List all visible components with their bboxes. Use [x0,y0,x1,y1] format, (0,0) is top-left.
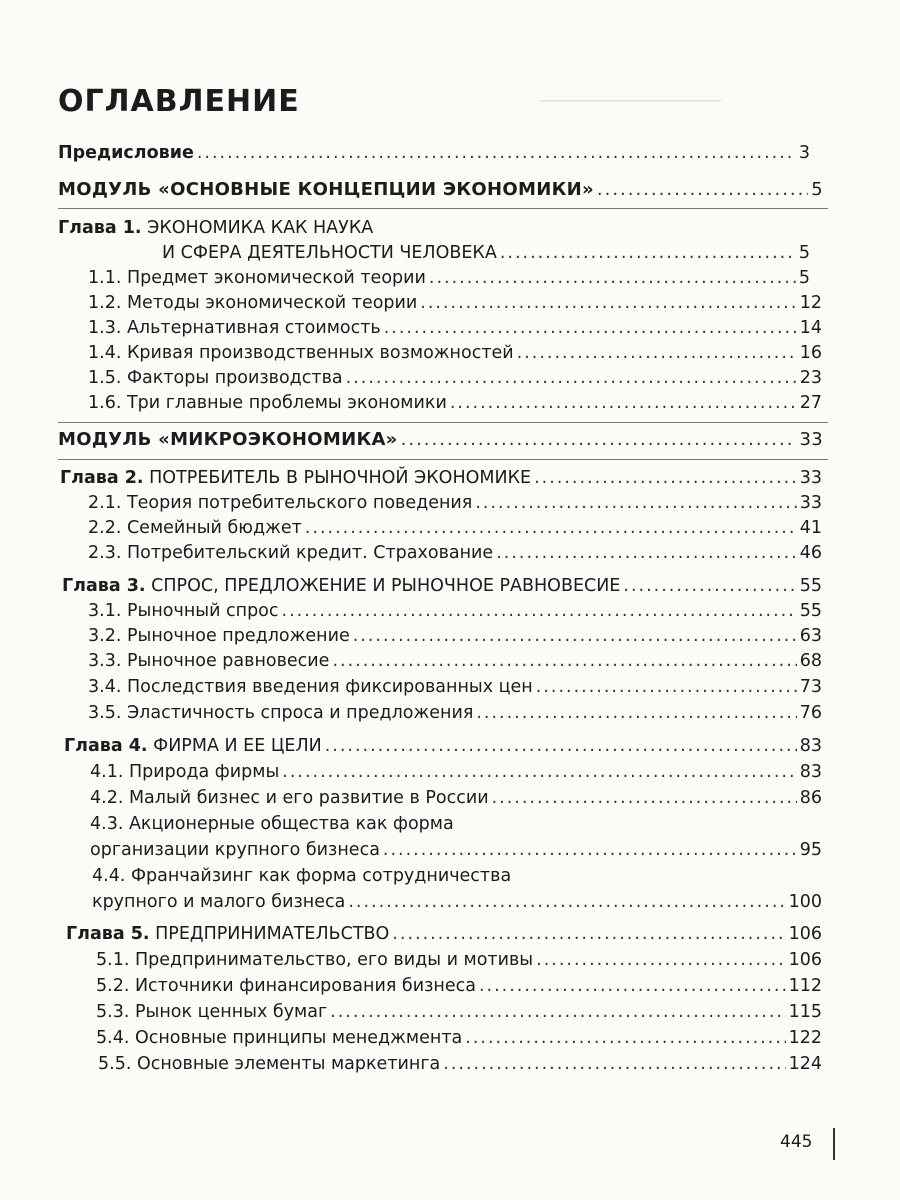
dot-leader [534,466,797,490]
toc-section-3-2[interactable] [88,624,822,648]
dot-leader [383,838,797,862]
toc-entry-label: 3.1. Рыночный спрос [88,601,279,621]
toc-entry-page: 5 [798,243,810,263]
toc-entry-label: 3.4. Последствия введения фиксированных цен [88,677,533,697]
chapter-number: Глава 2. [60,468,144,488]
toc-section-5-3[interactable] [96,1000,822,1024]
dot-leader [282,599,797,623]
toc-section-1-2[interactable] [88,291,822,315]
toc-entry-label: 5.2. Источники финансирования бизнеса [96,976,476,996]
chapter-title: ФИРМА И ЕЕ ЦЕЛИ [147,736,322,756]
toc-section-5-1[interactable] [96,948,822,972]
toc-chapter-1-line-2[interactable] [162,241,810,265]
toc-entry-page: 83 [799,762,822,782]
toc-section-1-4[interactable] [88,341,822,365]
dot-leader [443,1052,785,1076]
toc-chapter-1-line-1[interactable] [58,216,373,240]
chapter-title: СПРОС, ПРЕДЛОЖЕНИЕ И РЫНОЧНОЕ РАВНОВЕСИЕ [145,576,621,596]
toc-section-4-3-line-1[interactable]: 4.3. Акционерные общества как форма [90,814,454,834]
dot-leader [429,266,796,290]
chapter-title: ПРЕДПРИНИМАТЕЛЬСТВО [149,924,390,944]
toc-entry-page: 27 [799,393,822,413]
toc-section-1-1[interactable] [88,266,810,290]
toc-entry-page: 83 [799,736,822,756]
dot-leader [197,141,796,165]
dot-leader [330,1000,785,1024]
toc-entry-label: 4.2. Малый бизнес и его развитие в России [90,788,489,808]
toc-entry-label: 1.3. Альтернативная стоимость [88,318,381,338]
toc-module-label: МОДУЛЬ «МИКРОЭКОНОМИКА» [58,429,398,450]
toc-module-1[interactable] [58,178,823,202]
toc-entry-page: 76 [799,703,822,723]
toc-entry-page: 16 [799,343,822,363]
toc-entry-page: 5 [811,179,823,200]
toc-section-2-3[interactable] [88,541,822,565]
dot-leader [475,491,796,515]
dot-leader [332,649,796,673]
toc-entry-label: 4.1. Природа фирмы [90,762,280,782]
toc-entry-page: 95 [799,840,822,860]
toc-entry-page: 12 [799,293,822,313]
toc-entry-page: 14 [799,318,822,338]
toc-entry-page: 86 [799,788,822,808]
dot-leader [479,974,786,998]
toc-entry-page: 33 [799,493,822,513]
toc-entry-label: 1.2. Методы экономической теории [88,293,418,313]
toc-section-2-2[interactable] [88,516,822,540]
toc-entry-page: 55 [799,601,822,621]
toc-entry-label: 5.3. Рынок ценных бумаг [96,1002,328,1022]
toc-entry-page: 55 [799,576,822,596]
dot-leader [623,574,796,598]
dot-leader [420,291,796,315]
bleed-through-text: ──────────────────── [540,92,721,110]
dot-leader [305,516,797,540]
toc-entry-label: 5.5. Основные элементы маркетинга [98,1054,441,1074]
toc-entry-label: 1.4. Кривая производственных возможностей [88,343,514,363]
dot-leader [282,760,796,784]
toc-entry-page: 33 [799,468,822,488]
toc-entry-label: 2.1. Теория потребительского поведения [88,493,473,513]
dot-leader [348,890,785,914]
toc-entry-page: 68 [799,651,822,671]
toc-chapter-5[interactable] [66,922,822,946]
page-title: ОГЛАВЛЕНИЕ [58,84,300,119]
chapter-number: Глава 1. [58,218,142,238]
page-number: 445 [780,1132,813,1152]
toc-entry-page: 73 [799,677,822,697]
dot-leader [597,178,808,202]
toc-entry-label: 1.5. Факторы производства [88,368,343,388]
toc-entry-label: 1.1. Предмет экономической теории [88,268,426,288]
toc-section-4-2[interactable] [90,786,822,810]
toc-entry-page: 46 [799,543,822,563]
toc-entry-label: 2.2. Семейный бюджет [88,518,302,538]
toc-entry-page: 112 [788,976,822,996]
toc-entry-label: 3.2. Рыночное предложение [88,626,350,646]
toc-entry-page: 41 [799,518,822,538]
toc-entry-page: 122 [788,1028,822,1048]
toc-entry-label: 2.3. Потребительский кредит. Страхование [88,543,494,563]
dot-leader [392,922,785,946]
toc-entry-page: 100 [788,892,822,912]
toc-section-3-1[interactable] [88,599,822,623]
toc-section-3-3[interactable] [88,649,822,673]
toc-entry-page: 3 [798,143,810,163]
toc-section-4-3-line-2[interactable] [90,838,822,862]
toc-section-5-2[interactable] [96,974,822,998]
toc-entry-label: 5.4. Основные принципы менеджмента [96,1028,463,1048]
divider [58,422,828,423]
toc-chapter-3[interactable] [62,574,822,598]
dot-leader [346,366,797,390]
toc-section-3-5[interactable] [88,701,822,725]
dot-leader [500,241,796,265]
dot-leader [492,786,797,810]
toc-section-1-3[interactable] [88,316,822,340]
toc-entry-label: 5.1. Предпринимательство, его виды и мотивы [96,950,534,970]
toc-entry-page: 115 [788,1002,822,1022]
toc-entry-page: 106 [788,950,822,970]
dot-leader [450,391,797,415]
toc-entry-page: 33 [799,429,823,450]
divider [58,208,828,209]
divider [58,459,828,460]
toc-section-5-5[interactable] [98,1052,822,1076]
toc-section-4-4-line-2[interactable] [92,890,822,914]
dot-leader [465,1026,785,1050]
dot-leader [476,701,796,725]
toc-module-label: МОДУЛЬ «ОСНОВНЫЕ КОНЦЕПЦИИ ЭКОНОМИКИ» [58,179,594,200]
chapter-title: ПОТРЕБИТЕЛЬ В РЫНОЧНОЙ ЭКОНОМИКЕ [143,468,532,488]
dot-leader [353,624,797,648]
dot-leader [401,428,797,452]
dot-leader [517,341,797,365]
chapter-number: Глава 3. [62,576,146,596]
toc-section-1-6[interactable] [88,391,822,415]
toc-section-3-4[interactable] [88,675,822,699]
toc-entry-label: 3.3. Рыночное равновесие [88,651,330,671]
toc-entry-page: 5 [798,268,810,288]
toc-chapter-4[interactable] [64,734,822,758]
chapter-number: Глава 5. [66,924,150,944]
toc-section-1-5[interactable] [88,366,822,390]
toc-entry-preface[interactable] [58,141,810,165]
toc-entry-label: 1.6. Три главные проблемы экономики [88,393,447,413]
toc-section-2-1[interactable] [88,491,822,515]
toc-entry-page: 63 [799,626,822,646]
toc-section-4-4-line-1[interactable]: 4.4. Франчайзинг как форма сотрудничества [92,866,512,886]
dot-leader [496,541,797,565]
toc-entry-label: 3.5. Эластичность спроса и предложения [88,703,474,723]
toc-entry-page: 23 [799,368,822,388]
toc-entry-label: организации крупного бизнеса [90,840,380,860]
chapter-number: Глава 4. [64,736,148,756]
toc-chapter-2[interactable] [60,466,822,490]
toc-entry-label: крупного и малого бизнеса [92,892,346,912]
toc-entry-label: И СФЕРА ДЕЯТЕЛЬНОСТИ ЧЕЛОВЕКА [162,243,497,263]
chapter-title: ЭКОНОМИКА КАК НАУКА [141,218,374,238]
toc-entry-label: Предисловие [58,143,194,163]
dot-leader [536,675,797,699]
toc-entry-page: 106 [788,924,822,944]
toc-module-2[interactable] [58,428,823,452]
toc-entry-page: 124 [788,1054,822,1074]
dot-leader [536,948,785,972]
toc-section-5-4[interactable] [96,1026,822,1050]
toc-section-4-1[interactable] [90,760,822,784]
dot-leader [384,316,797,340]
dot-leader [325,734,797,758]
